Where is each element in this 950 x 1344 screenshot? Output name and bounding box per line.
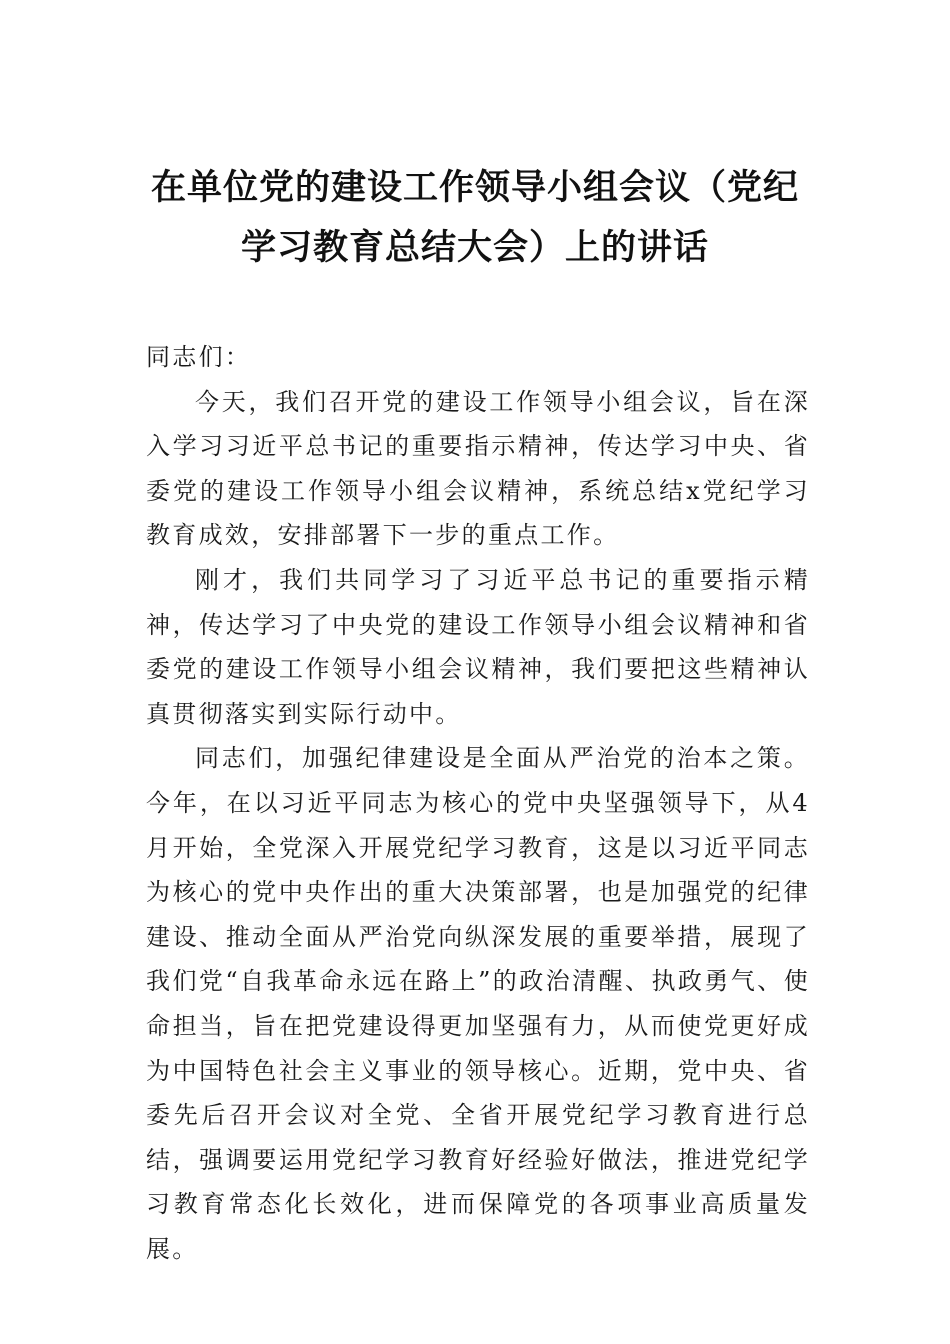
title-line-2: 学习教育总结大会）上的讲话 bbox=[240, 227, 709, 268]
salutation: 同志们： bbox=[146, 343, 252, 371]
document-title bbox=[130, 158, 820, 278]
document-body bbox=[146, 335, 810, 1271]
paragraph-2: 刚才，我们共同学习了习近平总书记的重要指示精神，传达学习了中央党的建设工作领导小组会议精神和省委党的建设工作领导小组会议精神，我们要把这些精神认真贯彻落实到实际行动中。 bbox=[146, 565, 810, 728]
paragraph-1: 今天，我们召开党的建设工作领导小组会议，旨在深入学习习近平总书记的重要指示精神，传达学习中央、省委党的建设工作领导小组会议精神，系统总结x党纪学习教育成效，安排部署下一步的重点工作。 bbox=[146, 387, 810, 550]
title-line-1: 在单位党的建设工作领导小组会议（党纪 bbox=[150, 167, 799, 208]
paragraph-3: 同志们，加强纪律建设是全面从严治党的治本之策。今年，在以习近平同志为核心的党中央坚强领导下，从4月开始，全党深入开展党纪学习教育，这是以习近平同志为核心的党中央作出的重大决策部署，也是加强党的纪律建设、推动全面从严治党向纵深发展的重要举措，展现了我们党“自我革命永远在路上”的政治清醒、执政勇气、使命担当，旨在把党建设得更加坚强有力，从而使党更好成为中国特色社会主义事业的领导核心。近期，党中央、省委先后召开会议对全党、全省开展党纪学习教育进行总结，强调要运用党纪学习教育好经验好做法，推进党纪学习教育常态化长效化，进而保障党的各项事业高质量发展。 bbox=[146, 744, 810, 1263]
